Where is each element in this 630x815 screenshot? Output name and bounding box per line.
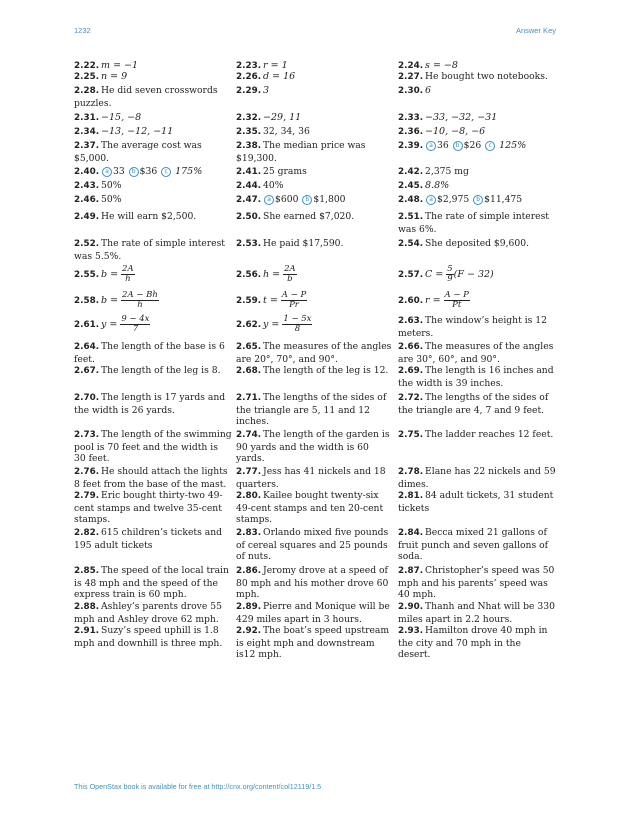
answer-2-34: 2.34. −13, −12, −11 — [74, 126, 174, 137]
answer-2-53: 2.53. He paid $17,590. — [236, 238, 344, 249]
answer-2-70: 2.70. The length is 17 yards and the width is 26 yards. — [74, 392, 226, 416]
answer-2-64: 2.64. The length of the base is 6 feet. — [74, 341, 225, 365]
answer-2-77: 2.77. Jess has 41 nickels and 18 quarters. — [236, 466, 386, 490]
answer-2-37: 2.37. The average cost was $5,000. — [74, 140, 202, 164]
answer-2-73: 2.73. The length of the swimming pool is 70 feet and the width is 30 feet. — [74, 429, 232, 465]
answer-2-60: 2.60. r = $\frac{A - P}{Pt}$ — [398, 290, 469, 310]
answer-2-87: 2.87. Christopher’s speed was 50 mph and his parents’ speed was 40 mph. — [398, 565, 555, 601]
answer-2-40: 2.40. a 33 b $36 c 175% — [74, 166, 203, 177]
answer-2-84: 2.84. Becca mixed 21 gallons of fruit punch and seven gallons of soda. — [398, 527, 549, 563]
answer-2-48: 2.48. a $2,975 b $11,475 — [398, 194, 523, 205]
fraction: $\frac{2A}{b}$ — [284, 264, 296, 284]
answer-2-57: 2.57. C = $\frac{5}{9}$ (F − 32) — [398, 264, 494, 284]
answer-2-29: 2.29. 3 — [236, 85, 270, 96]
answer-2-75: 2.75. The ladder reaches 12 feet. — [398, 429, 554, 440]
answer-2-33: 2.33. −33, −32, −31 — [398, 112, 498, 123]
answer-2-61: 2.61. y = $\frac{9 - 4x}{7}$ — [74, 314, 150, 334]
answer-2-89: 2.89. Pierre and Monique will be 429 miles apart in 3 hours. — [236, 601, 390, 625]
fraction: $\frac{2A}{h}$ — [122, 264, 134, 284]
part-b-icon: b — [129, 167, 139, 177]
answer-2-74: 2.74. The length of the garden is 90 yards and the width is 60 yards. — [236, 429, 390, 465]
part-b-icon: b — [473, 195, 483, 205]
answer-2-43: 2.43. 50% — [74, 180, 122, 191]
fraction: $\frac{5}{9}$ — [447, 264, 453, 284]
answer-2-63: 2.63. The window’s height is 12 meters. — [398, 315, 547, 339]
part-b-icon: b — [453, 141, 463, 151]
fraction: $\frac{9 - 4x}{7}$ — [121, 314, 150, 334]
answer-2-44: 2.44. 40% — [236, 180, 284, 191]
answer-2-67: 2.67. The length of the leg is 8. — [74, 365, 221, 376]
answer-2-69: 2.69. The length is 16 inches and the width is 39 inches. — [398, 365, 554, 389]
answer-2-62: 2.62. y = $\frac{1 - 5x}{8}$ — [236, 314, 312, 334]
part-a-icon: a — [102, 167, 112, 177]
answer-2-78: 2.78. Elane has 22 nickels and 59 dimes. — [398, 466, 556, 490]
answer-2-55: 2.55. b = $\frac{2A}{h}$ — [74, 264, 134, 284]
answer-2-93: 2.93. Hamilton drove 40 mph in the city and 70 mph in the desert. — [398, 625, 548, 661]
part-b-icon: b — [302, 195, 312, 205]
answer-2-35: 2.35. 32, 34, 36 — [236, 126, 310, 137]
answer-2-86: 2.86. Jeromy drove at a speed of 80 mph and his mother drove 60 mph. — [236, 565, 389, 601]
answer-2-41: 2.41. 25 grams — [236, 166, 307, 177]
answer-2-22: 2.22. m = −1 — [74, 60, 139, 71]
answer-2-66: 2.66. The measures of the angles are 30°, 60°, and 90°. — [398, 341, 554, 365]
answer-2-71: 2.71. The lengths of the sides of the triangle are 5, 11 and 12 inches. — [236, 392, 387, 428]
answer-2-31: 2.31. −15, −8 — [74, 112, 142, 123]
fraction: $\frac{A - P}{Pt}$ — [444, 290, 469, 310]
answer-2-50: 2.50. She earned $7,020. — [236, 211, 355, 222]
answer-2-82: 2.82. 615 children’s tickets and 195 adult tickets — [74, 527, 223, 551]
part-a-icon: a — [426, 195, 436, 205]
answer-2-68: 2.68. The length of the leg is 12. — [236, 365, 389, 376]
part-c-icon: c — [485, 141, 495, 151]
answer-2-42: 2.42. 2,375 mg — [398, 166, 469, 177]
part-c-icon: c — [161, 167, 171, 177]
answer-2-83: 2.83. Orlando mixed five pounds of cereal squares and 25 pounds of nuts. — [236, 527, 389, 563]
fraction: $\frac{1 - 5x}{8}$ — [283, 314, 312, 334]
answer-2-24: 2.24. s = −8 — [398, 60, 458, 71]
part-a-icon: a — [264, 195, 274, 205]
answer-2-49: 2.49. He will earn $2,500. — [74, 211, 197, 222]
answer-2-80: 2.80. Kailee bought twenty-six 49-cent stamps and ten 20-cent stamps. — [236, 490, 384, 526]
answer-2-25: 2.25. n = 9 — [74, 71, 128, 82]
answer-2-46: 2.46. 50% — [74, 194, 122, 205]
answer-2-38: 2.38. The median price was $19,300. — [236, 140, 366, 164]
answer-2-90: 2.90. Thanh and Nhat will be 330 miles apart in 2.2 hours. — [398, 601, 555, 625]
section-title: Answer Key — [515, 26, 556, 35]
answer-2-27: 2.27. He bought two notebooks. — [398, 71, 548, 82]
answer-2-76: 2.76. He should attach the lights 8 feet from the base of the mast. — [74, 466, 228, 490]
answer-2-23: 2.23. r = 1 — [236, 60, 288, 71]
answer-2-91: 2.91. Suzy’s speed uphill is 1.8 mph and downhill is three mph. — [74, 625, 223, 649]
answer-2-58: 2.58. b = $\frac{2A - Bh}{h}$ — [74, 290, 158, 310]
answer-2-26: 2.26. d = 16 — [236, 71, 296, 82]
answer-2-65: 2.65. The measures of the angles are 20°, 70°, and 90°. — [236, 341, 392, 365]
answer-2-79: 2.79. Eric bought thirty-two 49-cent stamps and twelve 35-cent stamps. — [74, 490, 223, 526]
answer-2-36: 2.36. −10, −8, −6 — [398, 126, 486, 137]
fraction: $\frac{A - P}{Pr}$ — [281, 290, 307, 310]
part-a-icon: a — [426, 141, 436, 151]
answer-2-88: 2.88. Ashley’s parents drove 55 mph and Ashley drove 62 mph. — [74, 601, 222, 625]
answer-2-32: 2.32. −29, 11 — [236, 112, 302, 123]
answer-2-54: 2.54. She deposited $9,600. — [398, 238, 529, 249]
page-number: 1232 — [74, 26, 91, 35]
answer-2-30: 2.30. 6 — [398, 85, 432, 96]
answer-2-56: 2.56. h = $\frac{2A}{b}$ — [236, 264, 296, 284]
answer-2-45: 2.45. 8.8% — [398, 180, 450, 191]
footer-note: This OpenStax book is available for free at http://cnx.org/content/col12119/1.5 — [74, 782, 322, 791]
answer-grid — [74, 60, 560, 663]
answer-2-72: 2.72. The lengths of the sides of the triangle are 4, 7 and 9 feet. — [398, 392, 549, 416]
answer-2-39: 2.39. a 36 b $26 c 125% — [398, 140, 527, 151]
answer-2-28: 2.28. He did seven crosswords puzzles. — [74, 85, 218, 109]
answer-2-81: 2.81. 84 adult tickets, 31 student tickets — [398, 490, 554, 514]
answer-2-52: 2.52. The rate of simple interest was 5.5%. — [74, 238, 225, 262]
answer-2-59: 2.59. t = $\frac{A - P}{Pr}$ — [236, 290, 307, 310]
fraction: $\frac{2A - Bh}{h}$ — [122, 290, 158, 310]
answer-2-92: 2.92. The boat’s speed upstream is eight mph and downstream is12 mph. — [236, 625, 390, 661]
answer-2-85: 2.85. The speed of the local train is 48 mph and the speed of the express train is 60 mph. — [74, 565, 229, 601]
answer-2-51: 2.51. The rate of simple interest was 6%. — [398, 211, 549, 235]
answer-2-47: 2.47. a $600 b $1,800 — [236, 194, 346, 205]
